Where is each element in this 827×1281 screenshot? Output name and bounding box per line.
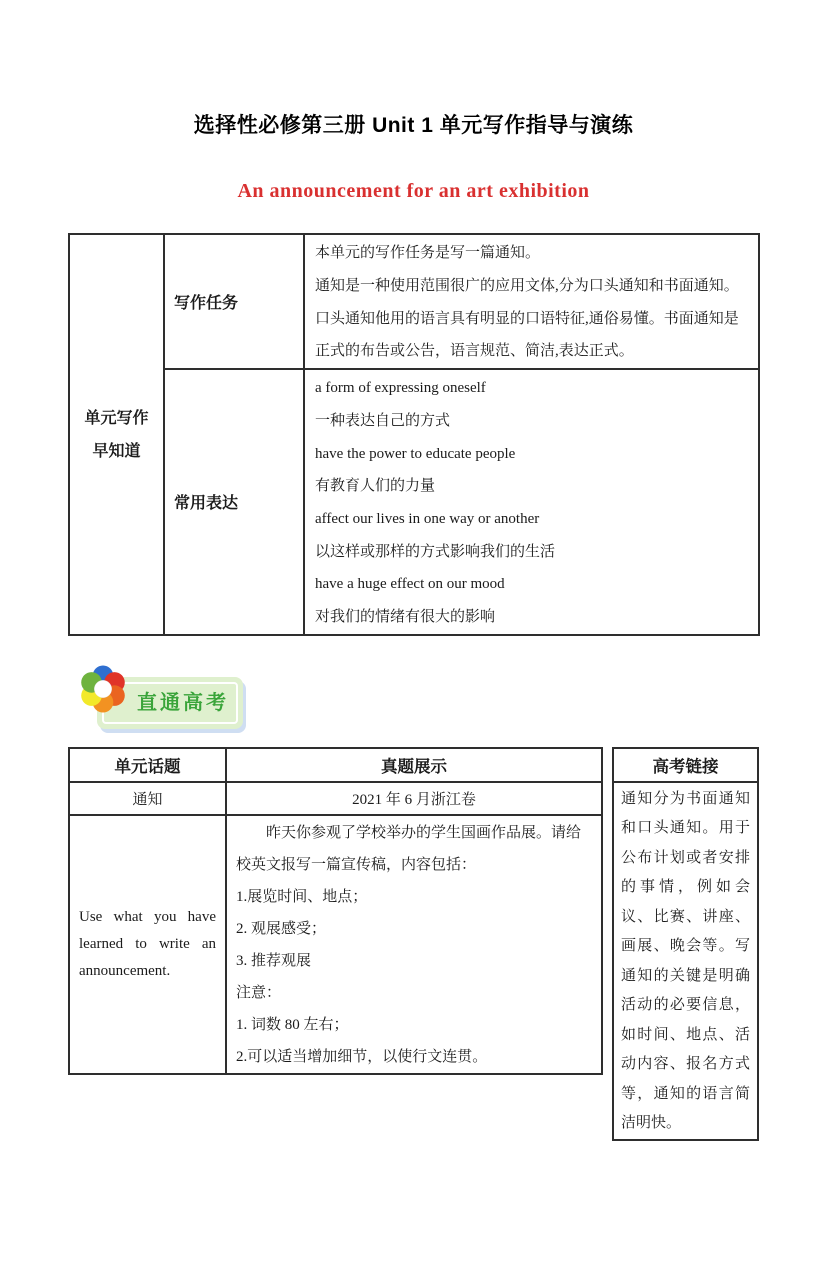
overview-row-header xyxy=(69,234,164,634)
note-label: 注意： xyxy=(236,984,282,1001)
overview-row-header-line2: 早知道 xyxy=(92,442,141,460)
note-1: 1. 词数 80 左右； xyxy=(236,1016,349,1033)
expression-zh: 一种表达自己的方式 xyxy=(315,412,451,429)
source-cell: 2021 年 6 月浙江卷 xyxy=(226,782,602,815)
expression-zh: 对我们的情绪有很大的影响 xyxy=(315,609,496,626)
expression-zh: 有教育人们的力量 xyxy=(315,478,436,495)
note-2: 2.可以适当增加细节，以使行文连贯。 xyxy=(236,1048,488,1065)
flower-icon xyxy=(70,656,136,722)
gaokao-badge xyxy=(68,661,759,737)
col-header-topic: 单元话题 xyxy=(69,748,226,782)
task-content xyxy=(304,234,759,369)
link-cell: 通知分为书面通知和口头通知。用于公布计划或者安排的事情，例如会议、比赛、讲座、画展、晚会等。写通知的关键是明确活动的必要信息，如时间、地点、活动内容、报名方式等，通知的语言简洁明快。 xyxy=(613,782,758,1140)
expression-en: have a huge effect on our mood xyxy=(315,576,505,593)
page-subtitle: An announcement for an art exhibition xyxy=(237,180,590,203)
col-header-link: 高考链接 xyxy=(613,748,758,782)
prompt-cell xyxy=(226,815,602,1074)
exam-section xyxy=(68,747,759,1141)
exam-table xyxy=(68,747,603,1075)
expression-en: affect our lives in one way or another xyxy=(315,510,540,527)
prompt-intro: 昨天你参观了学校举办的学生国画作品展。请给校英文报写一篇宣传稿，内容包括： xyxy=(236,824,582,873)
topic-cell: 通知 xyxy=(69,782,226,815)
prompt-item-1: 1.展览时间、地点； xyxy=(236,888,368,905)
exam-link-table xyxy=(612,747,759,1141)
expression-en: have the power to educate people xyxy=(315,445,516,462)
page-title: 选择性必修第三册 Unit 1 单元写作指导与演练 xyxy=(193,114,634,137)
overview-row-header-line1: 单元写作 xyxy=(84,409,149,427)
expressions-label: 常用表达 xyxy=(164,369,304,635)
expressions-content xyxy=(304,369,759,635)
document-page xyxy=(0,112,827,1141)
task-en-cell: Use what you have learned to write an announcement. xyxy=(69,815,226,1074)
task-label: 写作任务 xyxy=(164,234,304,369)
badge-label: 直通高考 xyxy=(137,691,229,714)
overview-table xyxy=(68,233,760,635)
expression-en: a form of expressing oneself xyxy=(315,380,486,397)
col-header-exam: 真题展示 xyxy=(226,748,602,782)
prompt-item-2: 2. 观展感受； xyxy=(236,920,327,937)
prompt-item-3: 3. 推荐观展 xyxy=(236,952,312,969)
task-paragraph-2: 通知是一种使用范围很广的应用文体,分为口头通知和书面通知。口头通知他用的语言具有明显的口语特征,通俗易懂。书面通知是正式的布告或公告，语言规范、简洁,表达正式。 xyxy=(315,278,739,360)
expression-zh: 以这样或那样的方式影响我们的生活 xyxy=(315,543,556,560)
task-paragraph-1: 本单元的写作任务是写一篇通知。 xyxy=(315,245,541,262)
